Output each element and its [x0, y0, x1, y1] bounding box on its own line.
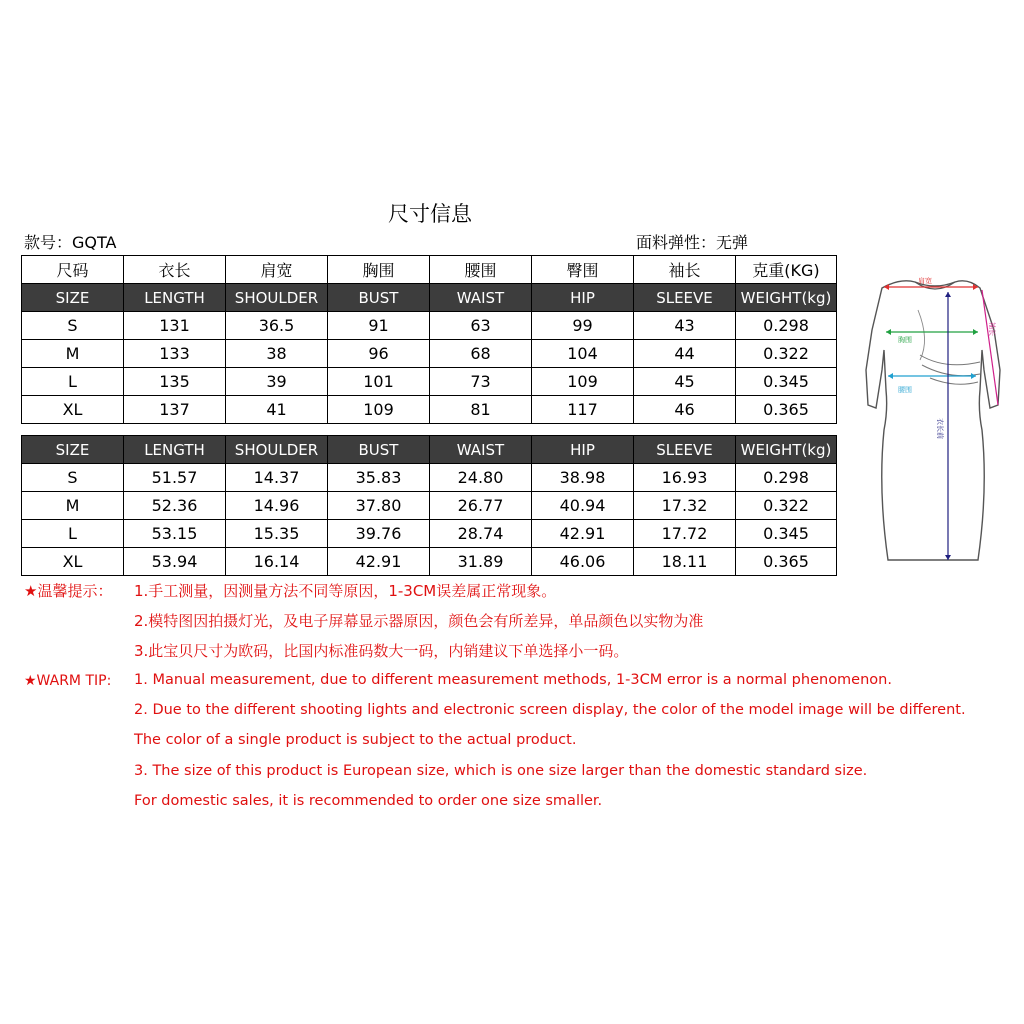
table-row — [22, 312, 837, 340]
table-cell: 46.06 — [532, 548, 634, 576]
table-cell: M — [22, 492, 124, 520]
table-cell: 24.80 — [430, 464, 532, 492]
table-cell: L — [22, 520, 124, 548]
table-row — [22, 396, 837, 424]
table-cell: 137 — [124, 396, 226, 424]
header-cell: WAIST — [430, 284, 532, 312]
header-cell: HIP — [532, 284, 634, 312]
header-cell: SLEEVE — [634, 436, 736, 464]
tip-cn-line-2: 2.模特图因拍摄灯光，及电子屏幕显示器原因，颜色会有所差异，单品颜色以实物为准 — [134, 612, 704, 630]
header-cell: SIZE — [22, 284, 124, 312]
table-cell: 96 — [328, 340, 430, 368]
dress-outline-svg — [860, 270, 1010, 570]
table-cell: 16.93 — [634, 464, 736, 492]
header-cell: BUST — [328, 436, 430, 464]
tips-en-label: ★WARM TIP: — [24, 673, 112, 689]
sleeve-label: 袖长 — [988, 322, 996, 336]
header-cell: SHOULDER — [226, 436, 328, 464]
tips-cn-label: ★温馨提示： — [24, 582, 113, 600]
bust-label: 胸围 — [898, 336, 912, 344]
table-cell: 39.76 — [328, 520, 430, 548]
table-cell: 109 — [532, 368, 634, 396]
table-cell: 81 — [430, 396, 532, 424]
table-cell: 0.345 — [736, 520, 837, 548]
table-cell: 45 — [634, 368, 736, 396]
table-cell: 17.72 — [634, 520, 736, 548]
table-cell: 36.5 — [226, 312, 328, 340]
table-row — [22, 548, 837, 576]
table-cell: 44 — [634, 340, 736, 368]
table-cell: 35.83 — [328, 464, 430, 492]
size-table-cm — [21, 255, 837, 424]
table-cell: 52.36 — [124, 492, 226, 520]
tip-cn-line-1: 1.手工测量，因测量方法不同等原因，1-3CM误差属正常现象。 — [134, 582, 557, 600]
header-row-en — [22, 436, 837, 464]
table-cell: S — [22, 312, 124, 340]
table-cell: 131 — [124, 312, 226, 340]
table-cell: 0.345 — [736, 368, 837, 396]
table-cell: M — [22, 340, 124, 368]
header-row-en — [22, 284, 837, 312]
table-cell: 117 — [532, 396, 634, 424]
table-cell: 135 — [124, 368, 226, 396]
table-row — [22, 492, 837, 520]
table-cell: 43 — [634, 312, 736, 340]
dress-measurement-diagram — [860, 270, 1010, 570]
tip-en-line-3: The color of a single product is subject to the actual product. — [134, 732, 577, 748]
table-cell: 42.91 — [328, 548, 430, 576]
table-cell: 68 — [430, 340, 532, 368]
table-cell: 73 — [430, 368, 532, 396]
table-row — [22, 368, 837, 396]
table-cell: L — [22, 368, 124, 396]
table-cell: S — [22, 464, 124, 492]
header-cell: SHOULDER — [226, 284, 328, 312]
shoulder-label: 肩宽 — [918, 277, 932, 285]
header-cell: WAIST — [430, 436, 532, 464]
table-cell: 37.80 — [328, 492, 430, 520]
header-cell: 臀围 — [532, 256, 634, 284]
header-cell: 袖长 — [634, 256, 736, 284]
table-cell: 14.96 — [226, 492, 328, 520]
header-cell: WEIGHT(kg) — [736, 284, 837, 312]
header-cell: LENGTH — [124, 284, 226, 312]
header-cell: HIP — [532, 436, 634, 464]
fabric-elasticity: 面料弹性：无弹 — [636, 233, 749, 252]
tip-en-line-4: 3. The size of this product is European size, which is one size larger than the domestic standard size. — [134, 763, 868, 779]
header-cell: LENGTH — [124, 436, 226, 464]
table-cell: 26.77 — [430, 492, 532, 520]
table-cell: 133 — [124, 340, 226, 368]
header-cell: 肩宽 — [226, 256, 328, 284]
table-cell: 109 — [328, 396, 430, 424]
header-cell: 衣长 — [124, 256, 226, 284]
length-label: 衣长前 — [936, 418, 944, 439]
table-cell: 38 — [226, 340, 328, 368]
table-cell: 14.37 — [226, 464, 328, 492]
header-cell: WEIGHT(kg) — [736, 436, 837, 464]
table-cell: 101 — [328, 368, 430, 396]
table-cell: 41 — [226, 396, 328, 424]
header-cell: SLEEVE — [634, 284, 736, 312]
table-cell: 51.57 — [124, 464, 226, 492]
page-title: 尺寸信息 — [388, 202, 472, 226]
table-cell: 15.35 — [226, 520, 328, 548]
table-cell: 53.15 — [124, 520, 226, 548]
header-row-cn — [22, 256, 837, 284]
header-cell: SIZE — [22, 436, 124, 464]
table-cell: 0.298 — [736, 312, 837, 340]
table-cell: 38.98 — [532, 464, 634, 492]
table-cell: 0.322 — [736, 340, 837, 368]
tip-en-line-2: 2. Due to the different shooting lights and electronic screen display, the color of the model image will be different. — [134, 702, 966, 718]
header-cell: 克重(KG) — [736, 256, 837, 284]
table-cell: 91 — [328, 312, 430, 340]
header-cell: 胸围 — [328, 256, 430, 284]
size-table-inch — [21, 435, 837, 576]
table-cell: 63 — [430, 312, 532, 340]
header-cell: BUST — [328, 284, 430, 312]
table-cell: 0.365 — [736, 548, 837, 576]
table-row — [22, 340, 837, 368]
header-cell: 腰围 — [430, 256, 532, 284]
table-cell: 42.91 — [532, 520, 634, 548]
table-row — [22, 464, 837, 492]
table-cell: 0.322 — [736, 492, 837, 520]
table-cell: 28.74 — [430, 520, 532, 548]
table-cell: XL — [22, 548, 124, 576]
table-cell: XL — [22, 396, 124, 424]
table-cell: 104 — [532, 340, 634, 368]
tip-en-line-1: 1. Manual measurement, due to different measurement methods, 1-3CM error is a normal phenomenon. — [134, 672, 892, 688]
tip-en-line-5: For domestic sales, it is recommended to order one size smaller. — [134, 793, 603, 809]
table-cell: 46 — [634, 396, 736, 424]
dress-body-outline — [866, 281, 1000, 560]
table-cell: 0.365 — [736, 396, 837, 424]
waist-label: 腰围 — [898, 386, 912, 394]
table-cell: 0.298 — [736, 464, 837, 492]
table-cell: 17.32 — [634, 492, 736, 520]
table-cell: 31.89 — [430, 548, 532, 576]
header-cell: 尺码 — [22, 256, 124, 284]
style-number: 款号：GQTA — [24, 233, 117, 252]
table-cell: 99 — [532, 312, 634, 340]
table-cell: 18.11 — [634, 548, 736, 576]
table-cell: 39 — [226, 368, 328, 396]
table-cell: 40.94 — [532, 492, 634, 520]
table-cell: 53.94 — [124, 548, 226, 576]
table-cell: 16.14 — [226, 548, 328, 576]
tip-cn-line-3: 3.此宝贝尺寸为欧码，比国内标准码数大一码，内销建议下单选择小一码。 — [134, 642, 629, 660]
table-row — [22, 520, 837, 548]
